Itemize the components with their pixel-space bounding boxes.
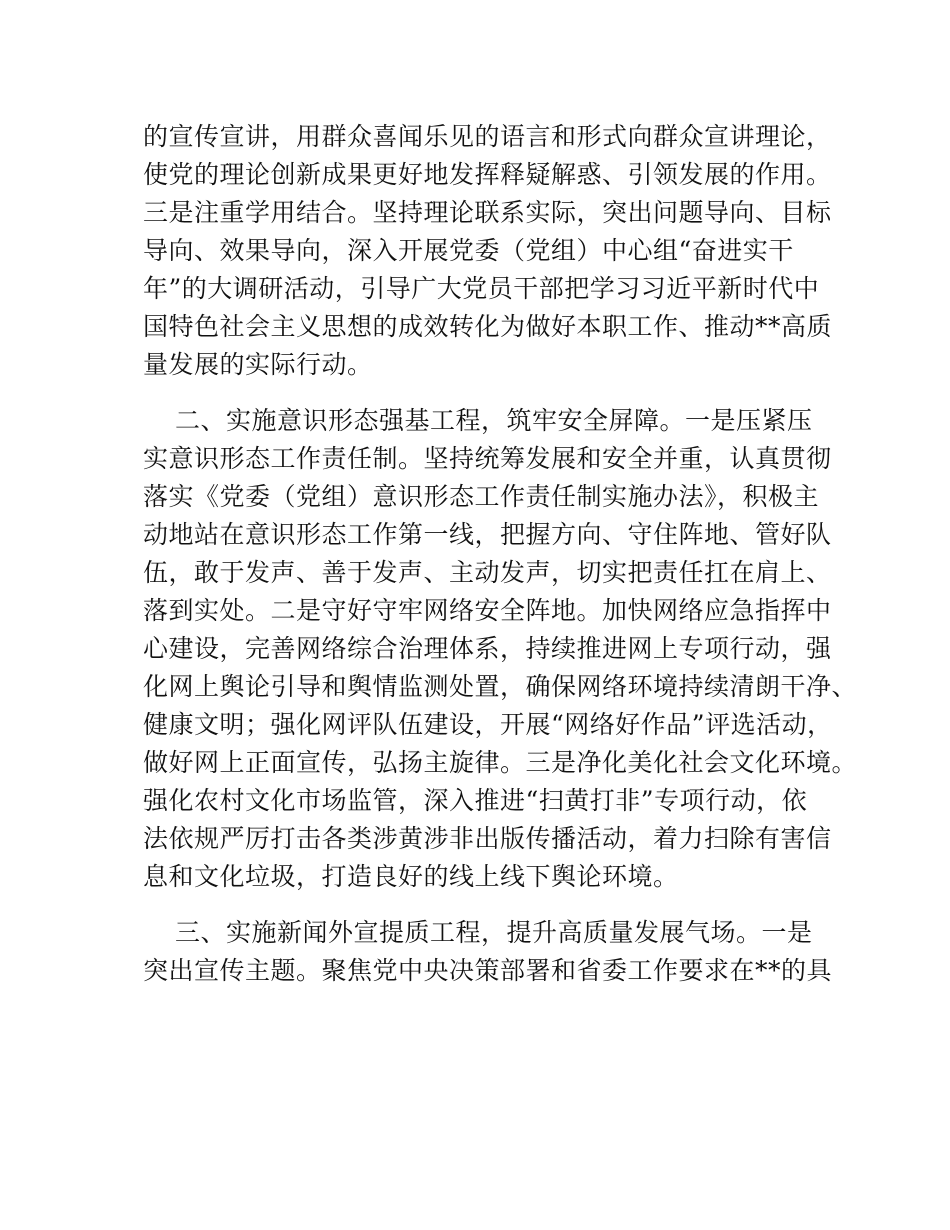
text-line: 二、实施意识形态强基工程，筑牢安全屏障。一是压紧压 [175,406,813,435]
text-line: 国特色社会主义思想的成效转化为做好本职工作、推动**高质 [143,312,833,341]
text-line: 健康文明；强化网评队伍建设，开展“网络好作品”评选活动， [143,710,833,739]
text-line: 量发展的实际行动。 [143,350,373,379]
text-line: 法依规严厉打击各类涉黄涉非出版传播活动，着力扫除有害信 [143,824,832,853]
text-line: 落实《党委（党组）意识形态工作责任制实施办法》，积极主 [143,482,820,511]
paragraph-1 [143,118,833,384]
text-line: 息和文化垃圾，打造良好的线上线下舆论环境。 [143,862,679,891]
text-line: 突出宣传主题。聚焦党中央决策部署和省委工作要求在**的具 [143,956,833,985]
text-line: 导向、效果导向，深入开展党委（党组）中心组“奋进实干 [143,236,794,265]
text-line: 三是注重学用结合。坚持理论联系实际，突出问题导向、目标 [143,198,832,227]
text-line: 强化农村文化市场监管，深入推进“扫黄打非”专项行动，依 [143,786,808,815]
text-line: 化网上舆论引导和舆情监测处置，确保网络环境持续清朗干净、 [143,672,858,701]
body-text [143,118,858,990]
text-line: 年”的大调研活动，引导广大党员干部把学习习近平新时代中 [143,274,820,303]
text-line: 三、实施新闻外宣提质工程，提升高质量发展气场。一是 [175,918,813,947]
text-line: 的宣传宣讲，用群众喜闻乐见的语言和形式向群众宣讲理论， [143,122,832,151]
paragraph-2 [143,402,858,896]
paragraph-gap [143,896,823,914]
text-line: 做好网上正面宣传，弘扬主旋律。三是净化美化社会文化环境。 [143,748,858,777]
text-line: 实意识形态工作责任制。坚持统筹发展和安全并重，认真贯彻 [143,444,832,473]
paragraph-3 [143,914,833,990]
text-line: 伍，敢于发声、善于发声、主动发声，切实把责任扛在肩上、 [143,558,832,587]
text-line: 使党的理论创新成果更好地发挥释疑解惑、引领发展的作用。 [143,160,832,189]
text-line: 落到实处。二是守好守牢网络安全阵地。加快网络应急指挥中 [143,596,832,625]
text-line: 心建设，完善网络综合治理体系，持续推进网上专项行动，强 [143,634,832,663]
paragraph-gap [143,384,823,402]
text-line: 动地站在意识形态工作第一线，把握方向、守住阵地、管好队 [143,520,832,549]
